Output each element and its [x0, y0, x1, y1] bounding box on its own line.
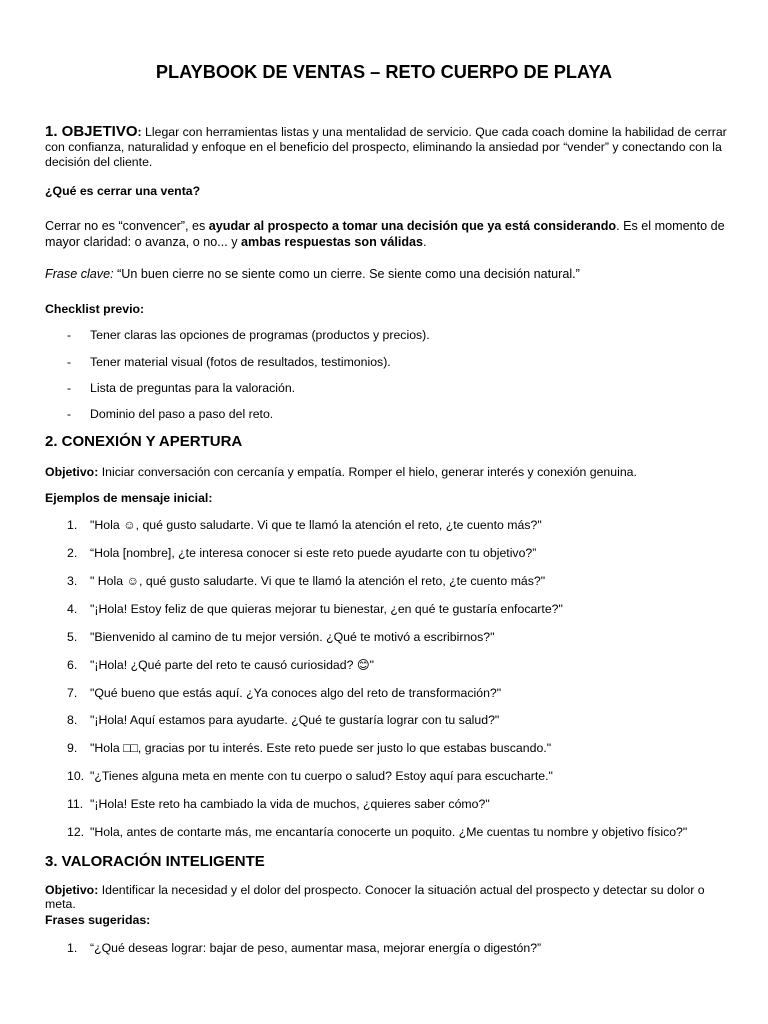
- list-item: "¡Hola! Este reto ha cambiado la vida de muchos, ¿quieres saber cómo?": [90, 797, 490, 811]
- list-number: 4.: [67, 602, 78, 616]
- closing-definition-paragraph: [45, 218, 735, 250]
- list-number: 1.: [67, 518, 78, 532]
- bullet-marker: -: [67, 355, 72, 369]
- list-item: “¿Qué deseas lograr: bajar de peso, aumentar masa, mejorar energía o digestón?”: [90, 941, 542, 955]
- checklist-item: Lista de preguntas para la valoración.: [90, 381, 296, 395]
- checklist-item: Tener claras las opciones de programas (productos y precios).: [90, 328, 430, 342]
- section-3-objective-text: Identificar la necesidad y el dolor del prospecto. Conocer la situación actual del prospecto y detectar su dolor o meta.: [45, 883, 705, 911]
- list-item: "¿Tienes alguna meta en mente con tu cuerpo o salud? Estoy aquí para escucharte.": [90, 769, 553, 783]
- list-item: " Hola ☺, qué gusto saludarte. Vi que te llamó la atención el reto, ¿te cuento más?": [90, 574, 546, 588]
- section-1-heading: 1. OBJETIVO: [45, 123, 138, 140]
- list-item: "Hola, antes de contarte más, me encantaría conocerte un poquito. ¿Me cuentas tu nombre y objetivo físico?": [90, 825, 688, 839]
- list-item: "Hola □□, gracias por tu interés. Este reto puede ser justo lo que estabas buscando.": [90, 741, 552, 755]
- list-item: “Hola [nombre], ¿te interesa conocer si este reto puede ayudarte con tu objetivo?”: [90, 546, 537, 560]
- checklist-heading: Checklist previo:: [45, 302, 145, 316]
- list-number: 1.: [67, 941, 78, 955]
- closing-definition-text-3: .: [423, 235, 427, 249]
- list-item: "Bienvenido al camino de tu mejor versión. ¿Qué te motivó a escribirnos?": [90, 630, 495, 644]
- objective-text: Llegar con herramientas listas y una mentalidad de servicio. Que cada coach domine la habilidad de cerrar con confianza, naturalidad y enfoque en el beneficio del prospecto, eliminando la ansiedad por “vender” y conectando con la decisión del cliente.: [45, 125, 727, 169]
- list-number: 12.: [67, 825, 85, 839]
- list-number: 11.: [67, 797, 84, 811]
- checklist-item: Tener material visual (fotos de resultados, testimonios).: [90, 355, 391, 369]
- list-number: 10.: [67, 769, 85, 783]
- closing-definition-text-2: . Es el momento de mayor claridad: o avanza, o no... y: [45, 219, 725, 249]
- list-number: 6.: [67, 658, 78, 672]
- section-2-heading: 2. CONEXIÓN Y APERTURA: [45, 433, 243, 450]
- list-number: 9.: [67, 741, 78, 755]
- section-3-objective: [45, 883, 735, 911]
- list-item: "Qué bueno que estás aquí. ¿Ya conoces algo del reto de transformación?": [90, 686, 502, 700]
- list-number: 3.: [67, 574, 78, 588]
- checklist-item: Dominio del paso a paso del reto.: [90, 407, 274, 421]
- list-item: "¡Hola! ¿Qué parte del reto te causó curiosidad? 😊": [90, 658, 375, 672]
- list-item: "¡Hola! Estoy feliz de que quieras mejorar tu bienestar, ¿en qué te gustaría enfocarte?": [90, 602, 563, 616]
- section-1-colon: :: [137, 125, 142, 139]
- closing-definition-bold-1: ayudar al prospecto a tomar una decisión que ya está considerando: [208, 219, 617, 233]
- closing-definition-bold-2: ambas respuestas son válidas: [241, 235, 424, 249]
- section-2-objective-text: Iniciar conversación con cercanía y empatía. Romper el hielo, generar interés y conexión genuina.: [98, 465, 637, 479]
- closing-definition-text-1: Cerrar no es “convencer”, es: [45, 219, 209, 233]
- bullet-marker: -: [67, 407, 72, 421]
- list-item: "¡Hola! Aquí estamos para ayudarte. ¿Qué te gustaría lograr con tu salud?": [90, 713, 500, 727]
- list-number: 2.: [67, 546, 78, 560]
- list-number: 8.: [67, 713, 78, 727]
- list-number: 7.: [67, 686, 78, 700]
- bullet-marker: -: [67, 381, 72, 395]
- bullet-marker: -: [67, 328, 72, 342]
- examples-heading: Ejemplos de mensaje inicial:: [45, 491, 213, 505]
- section-2-objective: [45, 465, 735, 480]
- document-title: PLAYBOOK DE VENTAS – RETO CUERPO DE PLAYA: [155, 62, 613, 82]
- suggested-phrases-heading: Frases sugeridas:: [45, 913, 151, 927]
- key-phrase: [45, 267, 735, 282]
- question-heading: ¿Qué es cerrar una venta?: [45, 184, 201, 198]
- section-2-objective-label: Objetivo:: [45, 465, 99, 479]
- objective-paragraph: [45, 124, 735, 170]
- section-3-objective-label: Objetivo:: [45, 883, 99, 897]
- list-item: "Hola ☺, qué gusto saludarte. Vi que te llamó la atención el reto, ¿te cuento más?": [90, 518, 542, 532]
- key-phrase-text: “Un buen cierre no se siente como un cierre. Se siente como una decisión natural.”: [113, 267, 580, 281]
- key-phrase-label: Frase clave:: [45, 267, 114, 281]
- list-number: 5.: [67, 630, 78, 644]
- section-3-heading: 3. VALORACIÓN INTELIGENTE: [45, 853, 265, 870]
